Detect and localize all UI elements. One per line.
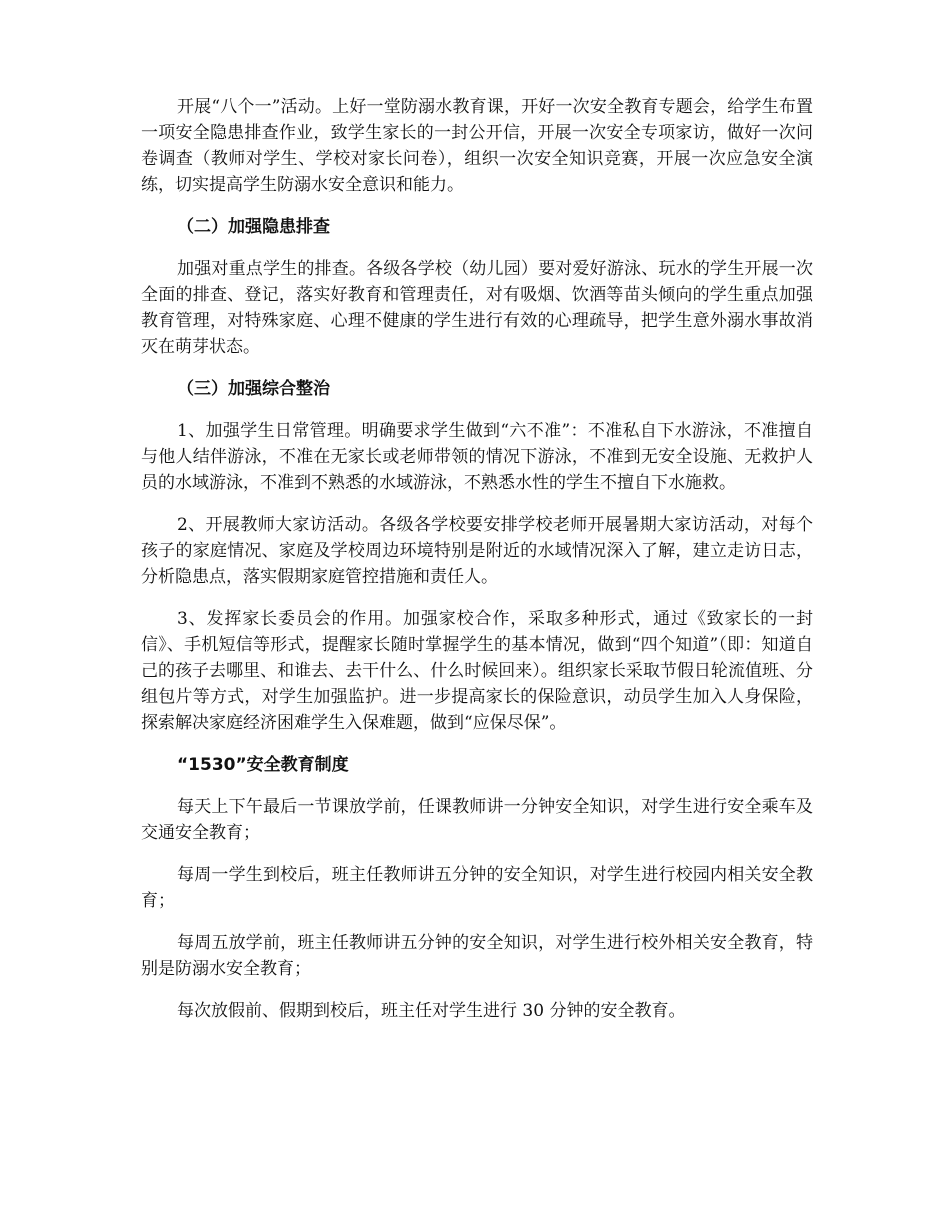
paragraph-thirty-minutes: 每次放假前、假期到校后，班主任对学生进行 30 分钟的安全教育。	[177, 1001, 686, 1021]
paragraph-parent-committee: 3、发挥家长委员会的作用。加强家校合作，采取多种形式，通过《致家长的一封信》、手机短信等形式，提醒家长随时掌握学生的基本情况，做到“四个知道”（即：知道自己的孩子去哪里、和谁去、去干什么、什么时候回来）。组织家长采取节假日轮流值班、分组包片等方式，对学生加强监护。进一步提高家长的保险意识，动员学生加入人身保险，探索解决家庭经济困难学生入保难题，做到“应保尽保”。	[141, 609, 813, 733]
section-heading-1530-system: “1530”安全教育制度	[177, 755, 349, 775]
paragraph-friday-five-minutes: 每周五放学前，班主任教师讲五分钟的安全知识，对学生进行校外相关安全教育，特别是防溺水安全教育；	[141, 933, 813, 979]
section-heading-comprehensive-rectification: （三）加强综合整治	[177, 379, 330, 399]
paragraph-daily-management: 1、加强学生日常管理。明确要求学生做到“六不准”：不准私自下水游泳，不准擅自与他人结伴游泳，不准在无家长或老师带领的情况下游泳，不准到无安全设施、无救护人员的水域游泳，不准到不熟悉的水域游泳，不熟悉水性的学生不擅自下水施救。	[141, 421, 813, 493]
paragraph-teacher-home-visits: 2、开展教师大家访活动。各级各学校要安排学校老师开展暑期大家访活动，对每个孩子的家庭情况、家庭及学校周边环境特别是附近的水域情况深入了解，建立走访日志，分析隐患点，落实假期家庭管控措施和责任人。	[141, 515, 813, 587]
paragraph-monday-five-minutes: 每周一学生到校后，班主任教师讲五分钟的安全知识，对学生进行校园内相关安全教育；	[141, 865, 813, 911]
section-heading-hazard-check: （二）加强隐患排查	[177, 217, 330, 237]
paragraph-key-student-check: 加强对重点学生的排查。各级各学校（幼儿园）要对爱好游泳、玩水的学生开展一次全面的排查、登记，落实好教育和管理责任，对有吸烟、饮酒等苗头倾向的学生重点加强教育管理，对特殊家庭、心理不健康的学生进行有效的心理疏导，把学生意外溺水事故消灭在萌芽状态。	[141, 259, 813, 357]
document-page	[141, 94, 813, 1040]
paragraph-eight-activities: 开展“八个一”活动。上好一堂防溺水教育课，开好一次安全教育专题会，给学生布置一项安全隐患排查作业，致学生家长的一封公开信，开展一次安全专项家访，做好一次问卷调查（教师对学生、学校对家长问卷），组织一次安全知识竞赛，开展一次应急安全演练，切实提高学生防溺水安全意识和能力。	[141, 97, 813, 195]
paragraph-daily-one-minute: 每天上下午最后一节课放学前，任课教师讲一分钟安全知识，对学生进行安全乘车及交通安全教育；	[141, 797, 813, 843]
